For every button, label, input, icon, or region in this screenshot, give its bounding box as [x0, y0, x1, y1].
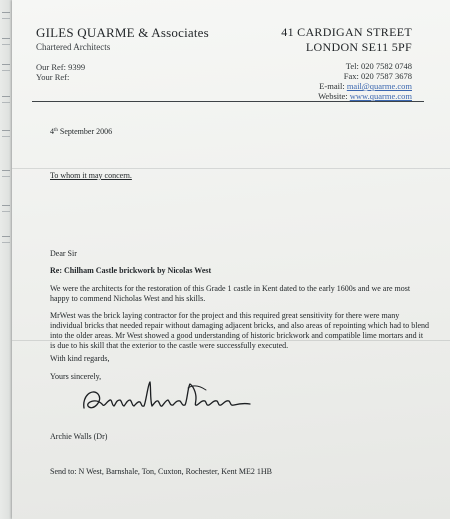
- addressee: To whom it may concern.: [50, 171, 132, 180]
- paragraph-1: We were the architects for the restoration of this Grade 1 castle in Kent dated to the early 1600s and we are most happy to commend Nicholas West and his skills.: [50, 284, 411, 303]
- website-label: Website:: [318, 91, 348, 101]
- background-mark: [2, 12, 10, 19]
- letter-date: [50, 126, 112, 137]
- email-link[interactable]: mail@quarme.com: [346, 81, 412, 91]
- address-street: 41 CARDIGAN STREET: [281, 25, 412, 39]
- background-mark: [2, 205, 10, 212]
- background-mark: [2, 96, 10, 103]
- header-divider: [32, 101, 424, 102]
- email-label: E-mail:: [319, 81, 345, 91]
- background-mark: [2, 64, 10, 71]
- address-city: LONDON SE11 5PF: [305, 40, 412, 54]
- handwritten-signature: [78, 374, 258, 422]
- your-reference: Your Ref:: [36, 72, 70, 82]
- closing-sincerely: Yours sincerely,: [50, 372, 102, 381]
- fax: Fax: 020 7587 3678: [343, 71, 412, 81]
- our-reference: Our Ref: 9399: [36, 62, 86, 72]
- date-suffix: th: [54, 128, 58, 133]
- closing-regards: With kind regards,: [50, 354, 110, 363]
- paragraph-2: MrWest was the brick laying contractor for the project and this required great sensitivity for there were many individual bricks that needed repair without damaging adjacent bricks, and also areas of repointing which had to blend into the older areas. Mr West showed a good understanding of historic brickwork and compatible lime mortars and it is due to his skill that the exterior to the castle were successfully executed.: [50, 311, 429, 350]
- letter-page: [12, 0, 450, 519]
- salutation: Dear Sir: [50, 249, 77, 258]
- signatory-name: Archie Walls (Dr): [50, 432, 108, 441]
- website-line: [318, 91, 412, 101]
- date-month-year: September 2006: [59, 127, 113, 136]
- firm-subtitle: Chartered Architects: [36, 42, 111, 52]
- email-line: [319, 81, 412, 91]
- send-to-address: Send to: N West, Barnshale, Ton, Cuxton, Rochester, Kent ME2 1HB: [50, 467, 272, 476]
- background-mark: [2, 170, 10, 177]
- background-mark: [2, 236, 10, 243]
- date-day: 4: [50, 127, 54, 136]
- paper-fold: [12, 168, 450, 169]
- telephone: Tel: 020 7582 0748: [345, 61, 412, 71]
- website-link[interactable]: www.quarme.com: [349, 91, 412, 101]
- background-mark: [2, 38, 10, 45]
- background-mark: [2, 130, 10, 137]
- firm-name: GILES QUARME & Associates: [36, 25, 209, 40]
- subject-line: Re: Chilham Castle brickwork by Nicolas West: [50, 266, 212, 275]
